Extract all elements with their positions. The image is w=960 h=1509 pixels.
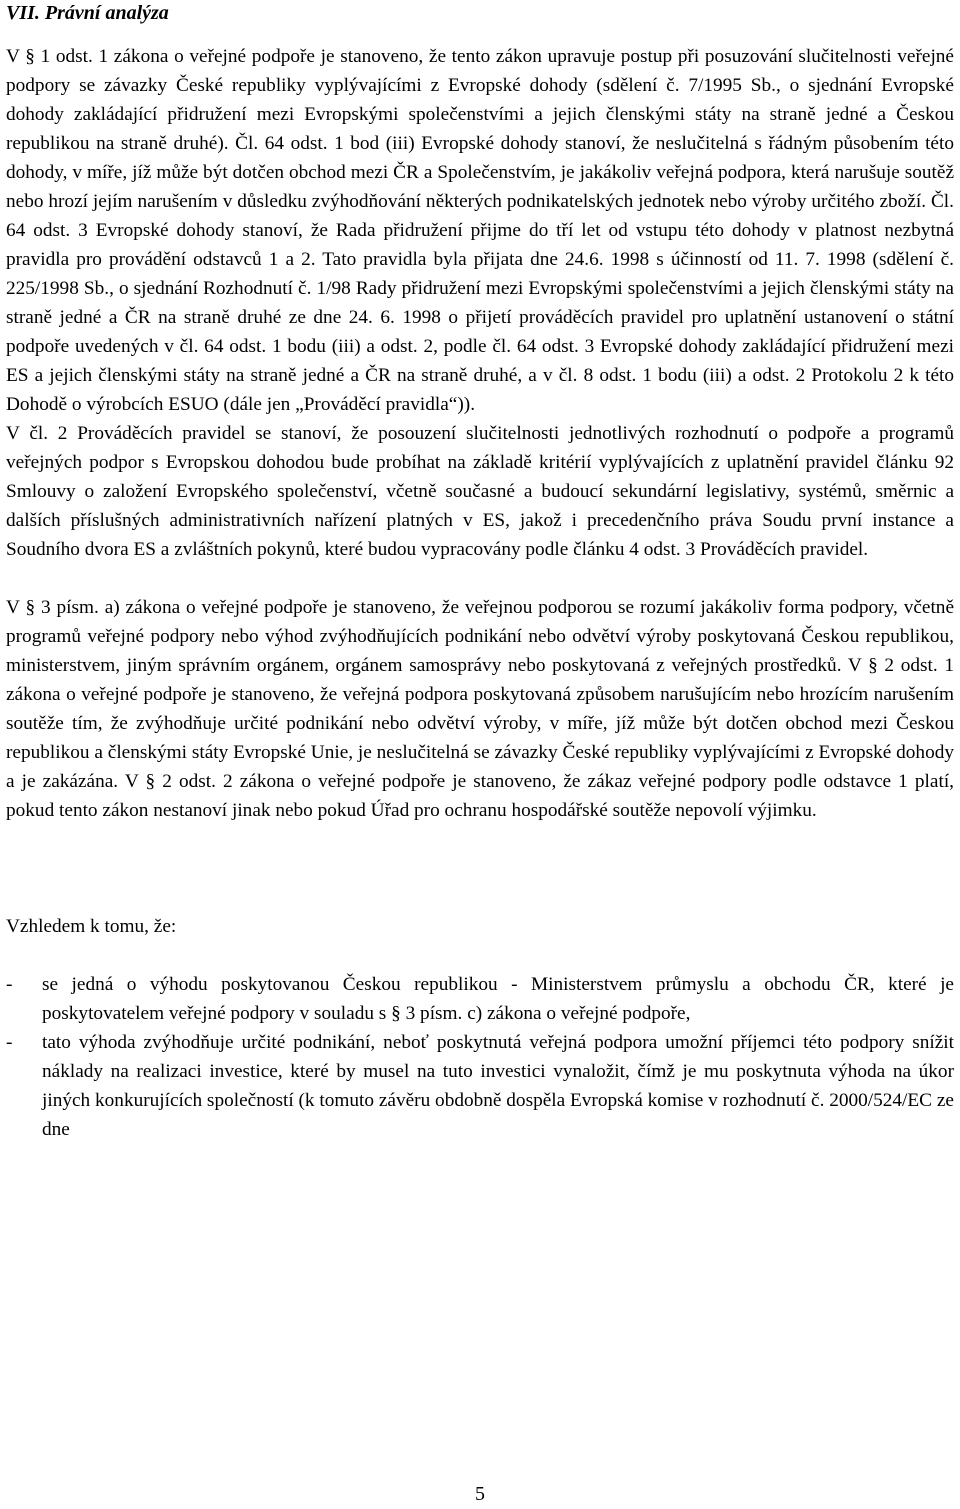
document-page [6, 0, 954, 1144]
list-dash: - [6, 1032, 13, 1053]
paragraph-public-support-definition: V § 3 písm. a) zákona o veřejné podpoře je stanoveno, že veřejnou podporou se rozumí jakákoliv forma podpory, včetně programů veřejné podpory nebo výhod zvýhodňujících podnikání nebo odvětví výroby poskytovaná Českou republikou, ministerstvem, jiným správním orgánem, orgánem samosprávy nebo poskytovaná z veřejných prostředků. V § 2 odst. 1 zákona o veřejné podpoře je stanoveno, že veřejná podpora poskytovaná způsobem narušujícím nebo hrozícím narušením soutěže tím, že zvýhodňuje určité podnikání nebo odvětví výroby, v míře, jíž může být dotčen obchod mezi Českou republikou a členskými státy Evropské Unie, je neslučitelná se závazky České republiky vyplývajícími z Evropské dohody a je zakázána. V § 2 odst. 2 zákona o veřejné podpoře je stanoveno, že zákaz veřejné podpory podle odstavce 1 platí, pokud tento zákon nestanoví jinak nebo pokud Úřad pro ochranu hospodářské soutěže nepovolí výjimku. [6, 597, 954, 821]
whereas-list [6, 970, 954, 1144]
spacer [6, 825, 954, 912]
list-item-text: tato výhoda zvýhodňuje určité podnikání, neboť poskytnutá veřejná podpora umožní příjemci této podpory snížit náklady na realizaci investice, které by musel na tuto investici vynaložit, čímž je mu poskytnuta výhoda na úkor jiných konkurujících společností (k tomuto závěru obdobně dospěla Evropská komise v rozhodnutí č. 2000/524/EC ze dne [42, 1032, 954, 1140]
list-item [6, 970, 954, 1028]
page-number: 5 [475, 1483, 485, 1505]
section-heading: VII. Právní analýza [6, 2, 169, 24]
spacer [6, 564, 954, 593]
paragraph-implementing-rules: V čl. 2 Prováděcích pravidel se stanoví, že posouzení slučitelnosti jednotlivých rozhodnutí o podpoře a programů veřejných podpor s Evropskou dohodou bude probíhat na základě kritérií vyplývajících z uplatnění pravidel článku 92 Smlouvy o založení Evropského společenství, včetně současné a budoucí sekundární legislativy, systémů, směrnic a dalších příslušných administrativních nařízení platných v ES, jakož i precedenčního práva Soudu první instance a Soudního dvora ES a zvláštních pokynů, které budou vypracovány podle článku 4 odst. 3 Prováděcích pravidel. [6, 423, 954, 560]
paragraph-whereas-intro: Vzhledem k tomu, že: [6, 916, 177, 937]
list-item-text: se jedná o výhodu poskytovanou Českou republikou - Ministerstvem průmyslu a obchodu ČR, které je poskytovatelem veřejné podpory v souladu s § 3 písm. c) zákona o veřejné podpoře, [42, 974, 954, 1024]
paragraph-law-scope: V § 1 odst. 1 zákona o veřejné podpoře je stanoveno, že tento zákon upravuje postup při posuzování slučitelnosti veřejné podpory se závazky České republiky vyplývajícími z Evropské dohody (sdělení č. 7/1995 Sb., o sjednání Evropské dohody zakládající přidružení mezi Evropskými společenstvími a jejich členskými státy na straně jedné a Českou republikou na straně druhé). Čl. 64 odst. 1 bod (iii) Evropské dohody stanoví, že neslučitelná s řádným působením této dohody, v míře, jíž může být dotčen obchod mezi ČR a Společenstvím, je jakákoliv veřejná podpora, která narušuje soutěž nebo hrozí jejím narušením v důsledku zvýhodňování některých podnikatelských jednotek nebo výroby určitého zboží. Čl. 64 odst. 3 Evropské dohody stanoví, že Rada přidružení přijme do tří let od vstupu této dohody v platnost nezbytná pravidla pro provádění odstavců 1 a 2. Tato pravidla byla přijata dne 24.6. 1998 s účinností od 11. 7. 1998 (sdělení č. 225/1998 Sb., o sjednání Rozhodnutí č. 1/98 Rady přidružení mezi Evropskými společenstvími a jejich členskými státy na straně jedné a ČR na straně druhé ze dne 24. 6. 1998 o přijetí prováděcích pravidel pro uplatnění ustanovení o státní podpoře uvedených v čl. 64 odst. 1 bodu (iii) a odst. 2, podle čl. 64 odst. 3 Evropské dohody zakládající přidružení mezi ES a jejich členskými státy na straně jedné a ČR na straně druhé, a v čl. 8 odst. 1 bodu (iii) a odst. 2 Protokolu 2 k této Dohodě o výrobcích ESUO (dále jen „Prováděcí pravidla“)). [6, 46, 954, 415]
list-dash: - [6, 974, 13, 995]
list-item [6, 1028, 954, 1144]
spacer [6, 941, 954, 970]
